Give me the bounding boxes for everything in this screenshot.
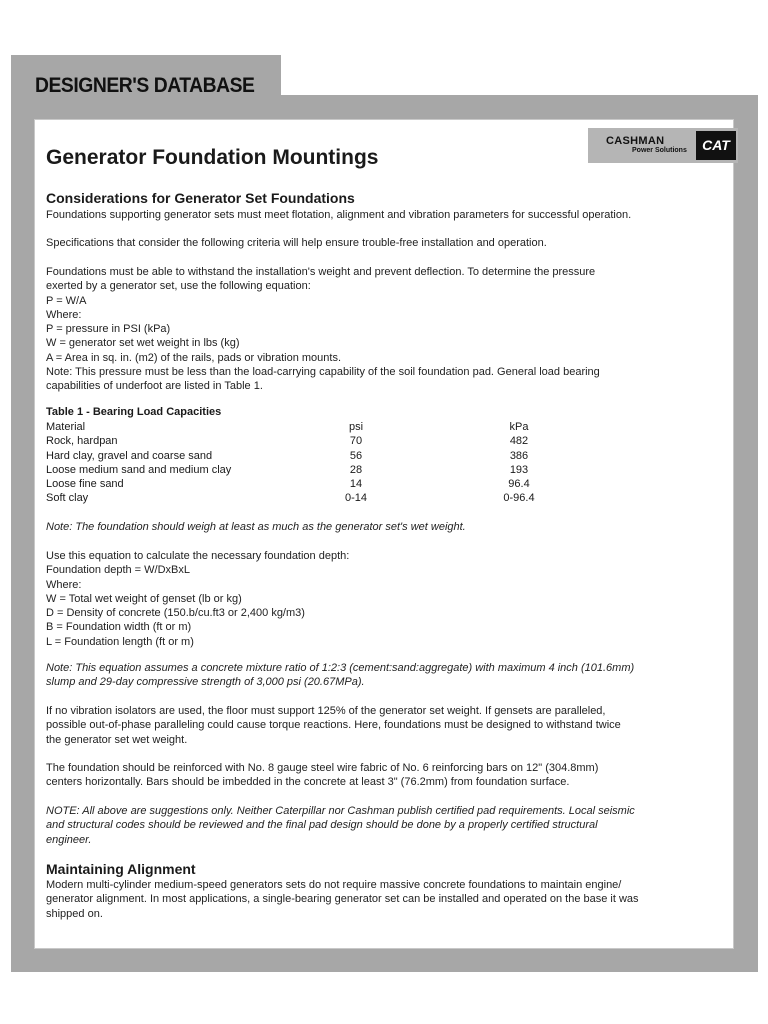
text-line: centers horizontally. Bars should be imbedded in the concrete at least 3" (76.2mm) from foundation surface. (46, 776, 570, 789)
logo-subtitle: Power Solutions (632, 147, 687, 154)
cell-material: Soft clay (46, 492, 89, 505)
paragraph-1: Foundations supporting generator sets must meet flotation, alignment and vibration parameters for successful operation. (46, 209, 632, 221)
table-row (46, 477, 726, 491)
paragraph-alignment (46, 878, 726, 921)
table-header-row (46, 420, 726, 434)
section-heading-alignment: Maintaining Alignment (46, 861, 196, 877)
text-line: W = Total wet weight of genset (lb or kg) (46, 592, 242, 605)
text-line: A = Area in sq. in. (m2) of the rails, pads or vibration mounts. (46, 351, 342, 364)
text-line: Use this equation to calculate the necessary foundation depth: (46, 550, 350, 562)
cell-kpa: 386 (509, 449, 529, 462)
table-title: Table 1 - Bearing Load Capacities (46, 406, 222, 418)
cell-material: Loose fine sand (46, 478, 124, 491)
text-line: generator alignment. In most applications, a single-bearing generator set can be installed and operated on the base it was (46, 893, 639, 906)
paragraph-depth-equation (46, 549, 726, 649)
text-line: slump and 29-day compressive strength of 3,000 psi (20.67MPa). (46, 676, 365, 689)
text-line: L = Foundation length (ft or m) (46, 635, 194, 648)
text-line: possible out-of-phase paralleling could cause torque reactions. Here, foundations must be designed to withstand twice (46, 719, 621, 732)
cell-material: Hard clay, gravel and coarse sand (46, 449, 213, 462)
text-line: the generator set wet weight. (46, 733, 188, 746)
text-line: shipped on. (46, 907, 103, 920)
cell-material: Rock, hardpan (46, 435, 118, 448)
text-line: Modern multi-cylinder medium-speed generators sets do not require massive concrete foundations to maintain engine/ (46, 879, 622, 891)
text-line: engineer. (46, 833, 92, 846)
text-line: and structural codes should be reviewed and the final pad design should be done by a properly certified structural (46, 819, 598, 832)
text-line: B = Foundation width (ft or m) (46, 621, 192, 634)
note-weight: Note: The foundation should weigh at least as much as the generator set's wet weight. (46, 521, 466, 533)
note-suggestions (46, 804, 726, 847)
page-title: Generator Foundation Mountings (46, 146, 379, 169)
text-line: W = generator set wet weight in lbs (kg) (46, 337, 240, 350)
paragraph-3 (46, 265, 726, 394)
document-panel (35, 120, 733, 948)
text-line: Where: (46, 578, 82, 591)
cell-psi: 28 (349, 463, 363, 476)
cell-psi: 0-14 (344, 492, 368, 505)
section-heading-foundations: Considerations for Generator Set Foundations (46, 190, 355, 206)
cell-kpa: 482 (509, 435, 529, 448)
text-line: The foundation should be reinforced with No. 8 gauge steel wire fabric of No. 6 reinforcing bars on 12" (304.8mm) (46, 762, 599, 774)
text-line: P = W/A (46, 294, 87, 307)
paragraph-isolators (46, 704, 726, 747)
cell-kpa: 0-96.4 (503, 492, 535, 505)
logo-brand: CASHMAN (606, 135, 665, 147)
note-concrete (46, 661, 726, 690)
paragraph-reinforcement (46, 761, 726, 790)
cat-logo: CAT (696, 131, 736, 160)
cell-kpa: 193 (509, 463, 529, 476)
text-line: P = pressure in PSI (kPa) (46, 323, 171, 336)
cashman-cat-logo (588, 128, 738, 163)
text-line: exerted by a generator set, use the following equation: (46, 280, 311, 293)
text-line: NOTE: All above are suggestions only. Neither Caterpillar nor Cashman publish certified pad requirements. Local seismic (46, 805, 635, 817)
text-line: Note: This pressure must be less than the load-carrying capability of the soil foundation pad. General load bearing (46, 366, 600, 379)
cell-material: Loose medium sand and medium clay (46, 463, 232, 476)
banner-title: DESIGNER'S DATABASE (35, 74, 255, 97)
text-line: If no vibration isolators are used, the floor must support 125% of the generator set weight. If gensets are paralleled, (46, 705, 606, 717)
text-line: Foundations must be able to withstand the installation's weight and prevent deflection. To determine the pressure (46, 266, 596, 278)
paragraph-2: Specifications that consider the following criteria will help ensure trouble-free installation and operation. (46, 237, 547, 249)
text-line: Foundation depth = W/DxBxL (46, 564, 190, 577)
text-line: capabilities of underfoot are listed in Table 1. (46, 380, 263, 393)
table-row (46, 491, 726, 505)
table-row (46, 463, 726, 477)
text-line: D = Density of concrete (150.b/cu.ft3 or 2,400 kg/m3) (46, 607, 305, 620)
header-kpa: kPa (509, 421, 529, 433)
header-material: Material (46, 421, 86, 433)
cell-kpa: 96.4 (508, 478, 530, 491)
cell-psi: 70 (349, 435, 363, 448)
table-row (46, 449, 726, 463)
header-psi: psi (348, 421, 364, 433)
cell-psi: 14 (349, 478, 363, 491)
text-line: Note: This equation assumes a concrete mixture ratio of 1:2:3 (cement:sand:aggregate) with maximum 4 inch (101.6mm) (46, 662, 635, 674)
cell-psi: 56 (349, 449, 363, 462)
text-line: Where: (46, 308, 82, 321)
bearing-load-table (46, 420, 726, 506)
table-row (46, 434, 726, 448)
